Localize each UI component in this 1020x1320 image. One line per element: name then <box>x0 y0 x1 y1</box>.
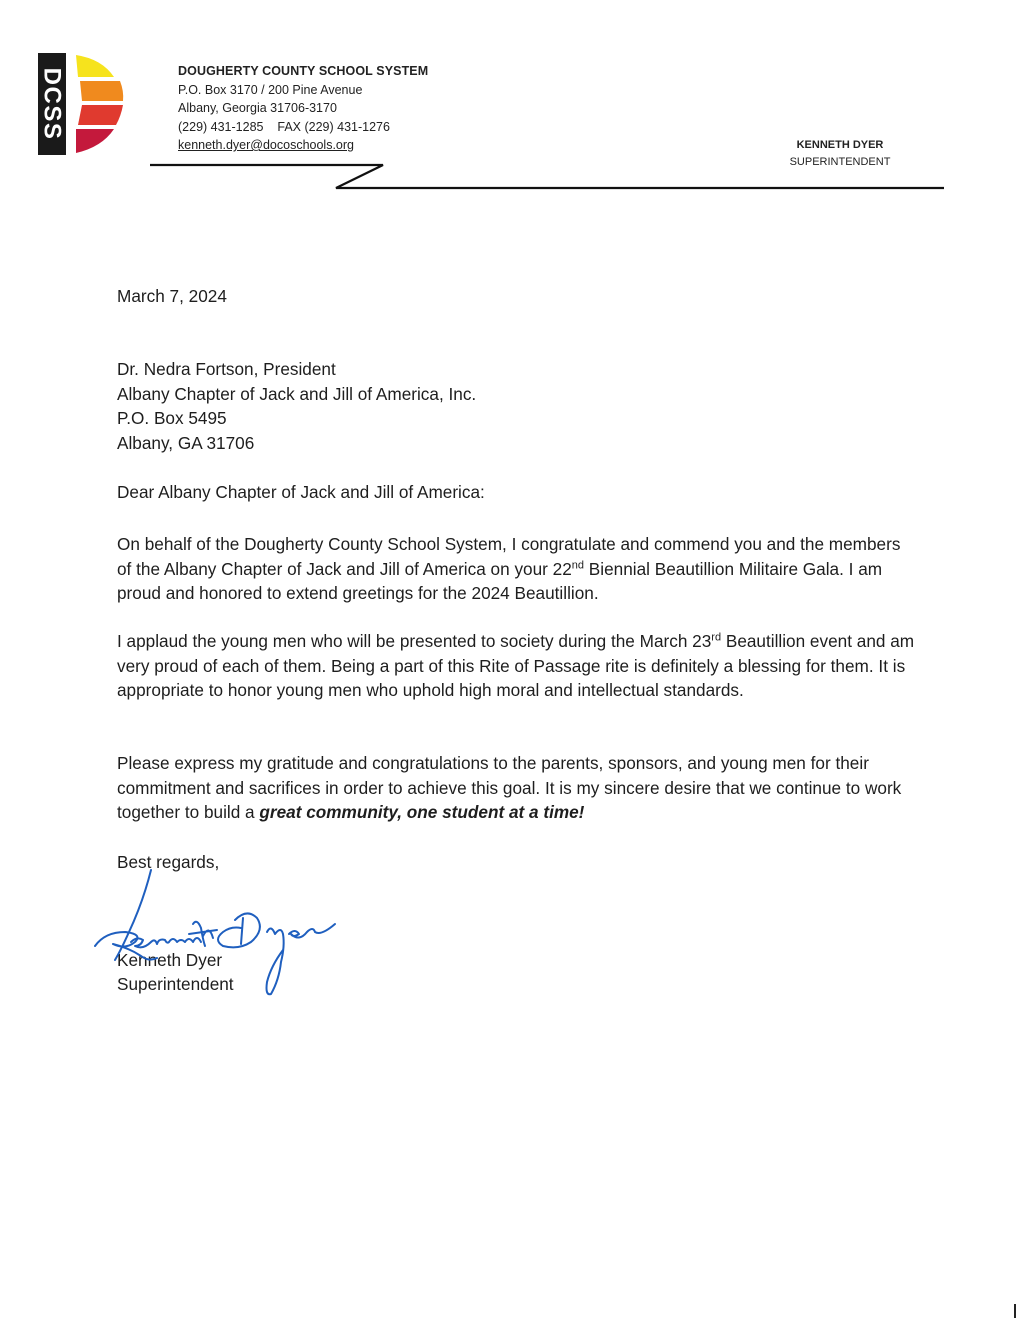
ordinal-suffix: nd <box>571 558 585 571</box>
superintendent-name: KENNETH DYER <box>796 139 884 151</box>
scan-edge-mark <box>1014 1304 1016 1318</box>
paragraph-3 <box>117 751 917 825</box>
handwritten-signature <box>85 862 345 1002</box>
signer-name: Kenneth Dyer <box>117 950 223 970</box>
address-line-2: Albany, Georgia 31706-3170 <box>178 101 337 115</box>
closing: Best regards, <box>117 852 220 872</box>
superintendent-title: SUPERINTENDENT <box>789 156 891 168</box>
recipient-line-2: Albany Chapter of Jack and Jill of America, Inc. <box>117 383 477 404</box>
paragraph-2-text: I applaud the young men who will be presented to society during the March 23 <box>117 631 712 651</box>
paragraph-1-text-cont: Biennial Beautillion Militaire Gala. I am proud and honored to extend greetings for the 2024 Beautillion. <box>117 558 883 603</box>
paragraph-2-text-cont: Beautillion event and am very proud of each of them. Being a part of this Rite of Passage rite is definitely a blessing for them. It is appropriate to honor young men who uphold high moral and intellectual standards. <box>117 631 915 700</box>
phone-fax: (229) 431-1285 FAX (229) 431-1276 <box>178 119 390 134</box>
recipient-line-4: Albany, GA 31706 <box>117 432 255 453</box>
recipient-line-1: Dr. Nedra Fortson, President <box>117 359 336 379</box>
paragraph-1 <box>117 532 917 606</box>
org-name: DOUGHERTY COUNTY SCHOOL SYSTEM <box>178 64 429 78</box>
closing-motto: great community, one student at a time! <box>259 802 585 822</box>
recipient-line-3: P.O. Box 5495 <box>117 408 227 428</box>
letter-date: March 7, 2024 <box>117 286 227 306</box>
paragraph-3-text: Please express my gratitude and congratulations to the parents, sponsors, and young men for their commitment and sacrifices in order to achieve this goal. It is my sincere desire that we continue to work together to build a <box>117 753 902 822</box>
recipient-address <box>117 357 476 455</box>
salutation: Dear Albany Chapter of Jack and Jill of America: <box>117 482 485 502</box>
email-link[interactable]: kenneth.dyer@docoschools.org <box>178 138 354 152</box>
paragraph-2 <box>117 629 917 703</box>
ordinal-suffix: rd <box>711 631 722 644</box>
letterhead-rule <box>0 0 1020 200</box>
signer-title: Superintendent <box>117 974 234 994</box>
address-line-1: P.O. Box 3170 / 200 Pine Avenue <box>178 82 363 97</box>
paragraph-1-text: On behalf of the Dougherty County School System, I congratulate and commend you and the members of the Albany Chapter of Jack and Jill of America on your 22 <box>117 534 901 579</box>
logo-text: DCSS <box>38 67 66 141</box>
